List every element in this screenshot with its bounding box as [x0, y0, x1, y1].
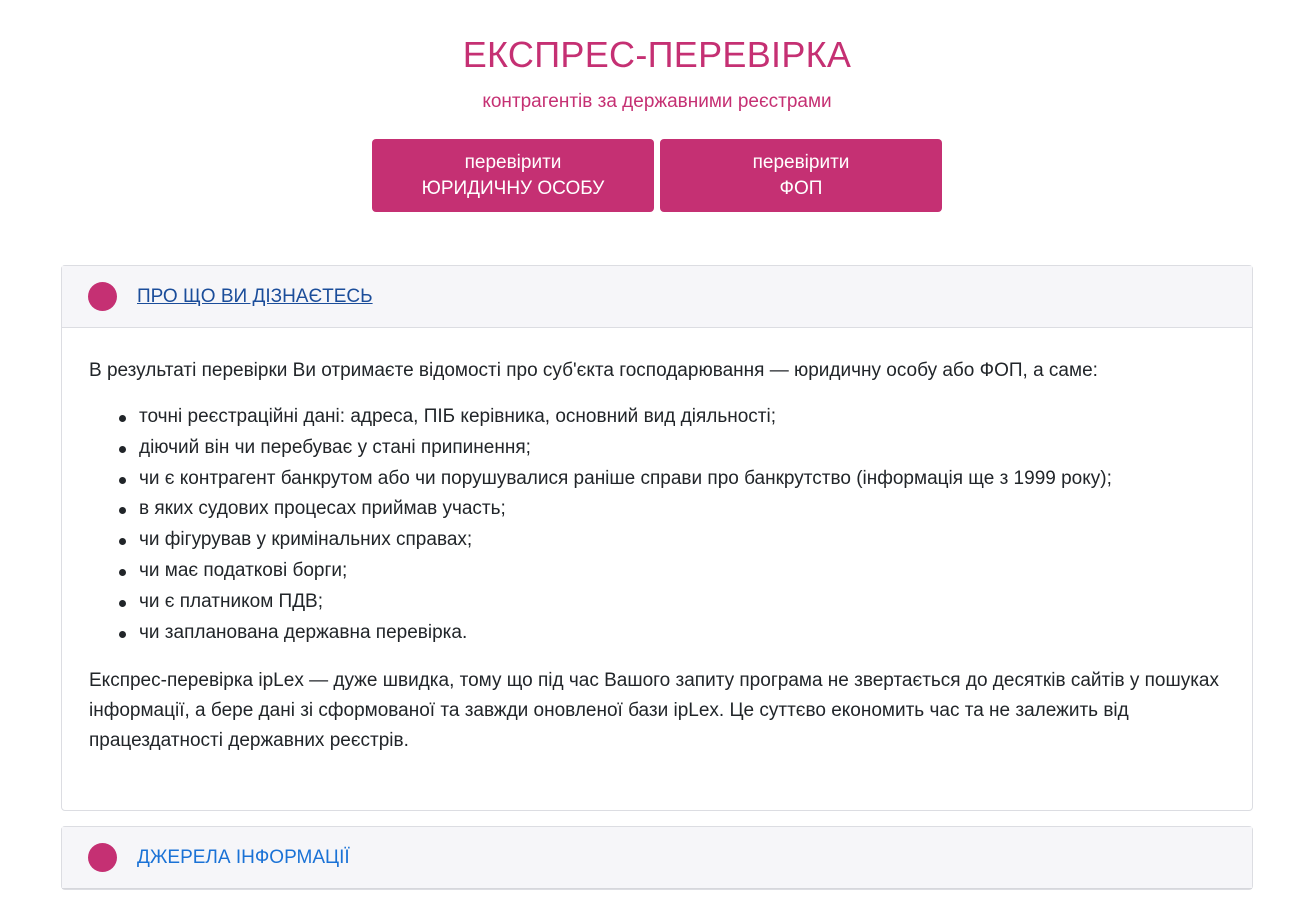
- outro-text: Експрес-перевірка ipLex — дуже швидка, тому що під час Вашого запиту програма не звертається до десятків сайтів у пошуках інформації, а бере дані зі сформованої та завжди оновленої бази ipLex. Це суттєво економить час та не залежить від працездатності державних реєстрів.: [89, 670, 1219, 752]
- list-item: чи фігурував у кримінальних справах;: [89, 525, 1225, 556]
- accordion-header-what-you-learn[interactable]: [62, 266, 1252, 328]
- page-subtitle: контрагентів за державними реєстрами: [482, 91, 832, 112]
- list-item: діючий він чи перебуває у стані припинення;: [89, 433, 1225, 464]
- accordion-title-what-you-learn[interactable]: ПРО ЩО ВИ ДІЗНАЄТЕСЬ: [137, 285, 373, 307]
- check-legal-entity-button[interactable]: [372, 139, 654, 212]
- facts-list: [89, 402, 1225, 648]
- list-item: чи є контрагент банкрутом або чи порушувалися раніше справи про банкрутство (інформація ще з 1999 року);: [89, 464, 1225, 495]
- check-fop-button[interactable]: [660, 139, 942, 212]
- list-item: чи має податкові борги;: [89, 556, 1225, 587]
- list-item: точні реєстраційні дані: адреса, ПІБ керівника, основний вид діяльності;: [89, 402, 1225, 433]
- accordion-header-sources[interactable]: [62, 827, 1252, 889]
- list-item: чи запланована державна перевірка.: [89, 618, 1225, 649]
- page-title: ЕКСПРЕС-ПЕРЕВІРКА: [462, 34, 852, 75]
- check-legal-entity-button-line1: перевірити: [464, 151, 562, 173]
- accordion-section-what-you-learn: [61, 265, 1253, 811]
- accordion-body-what-you-learn: [62, 328, 1252, 756]
- bullet-dot-icon: [88, 843, 117, 872]
- check-fop-button-line2: ФОП: [779, 177, 823, 199]
- list-item: в яких судових процесах приймав участь;: [89, 494, 1225, 525]
- intro-text: В результаті перевірки Ви отримаєте відомості про суб'єкта господарювання — юридичну особу або ФОП, а саме:: [89, 360, 1098, 381]
- check-legal-entity-button-line2: ЮРИДИЧНУ ОСОБУ: [421, 177, 605, 199]
- check-fop-button-line1: перевірити: [752, 151, 850, 173]
- accordion-title-sources[interactable]: ДЖЕРЕЛА ІНФОРМАЦІЇ: [137, 846, 350, 868]
- bullet-dot-icon: [88, 282, 117, 311]
- accordion-section-sources: [61, 826, 1253, 890]
- list-item: чи є платником ПДВ;: [89, 587, 1225, 618]
